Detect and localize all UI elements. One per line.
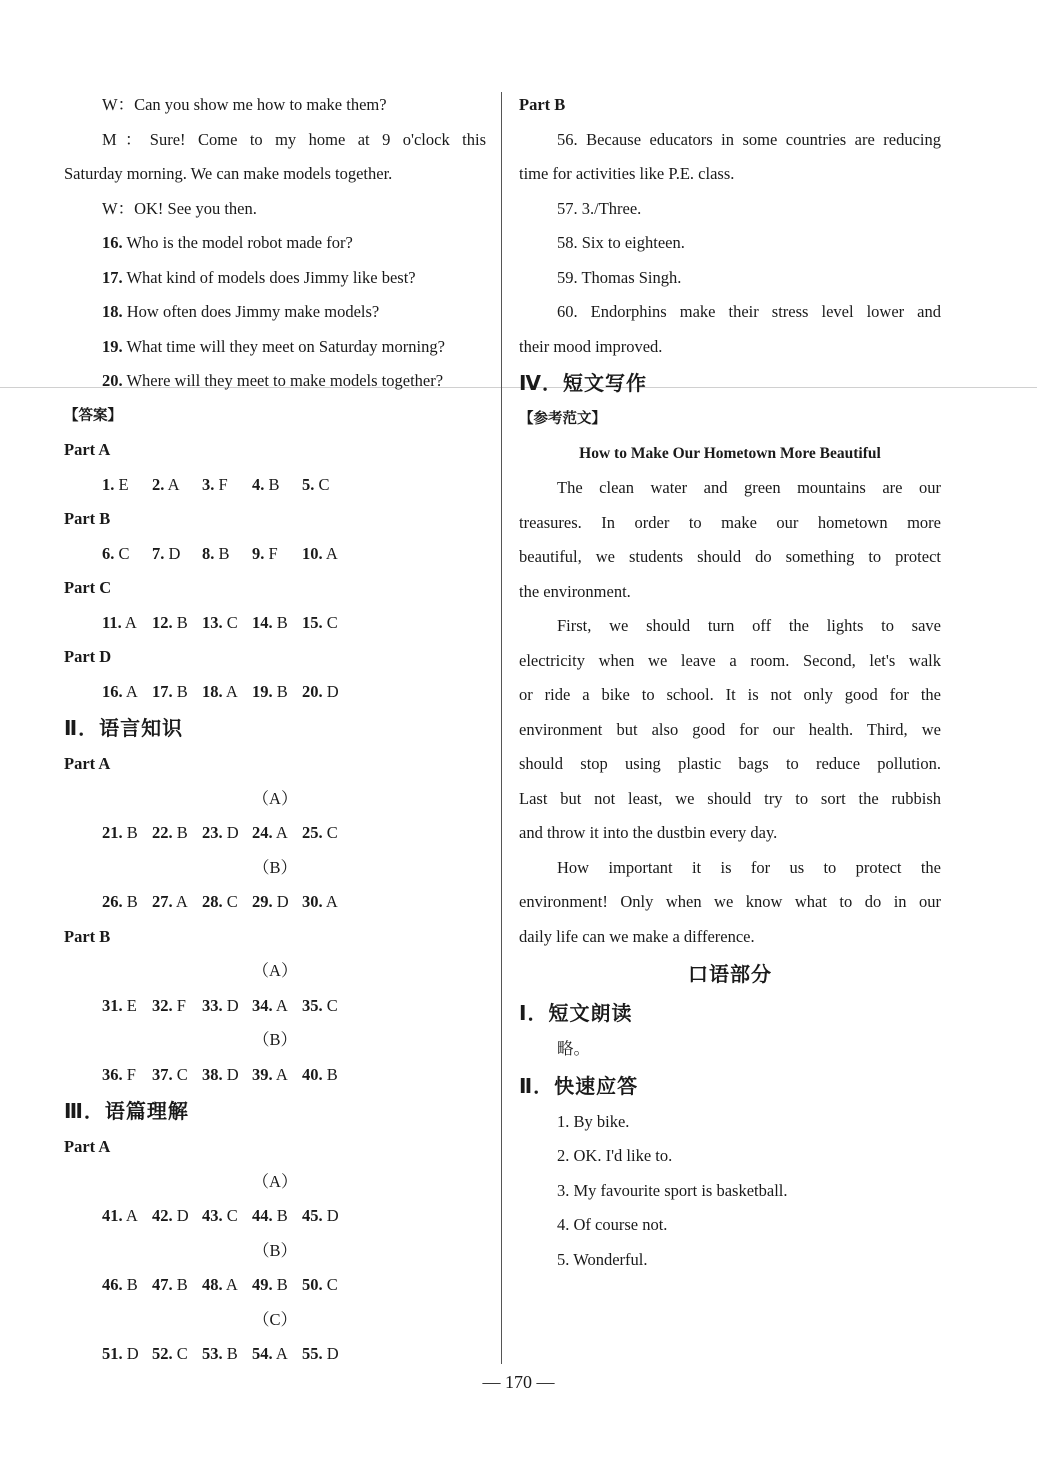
answer-item: 16. A	[102, 681, 138, 701]
answer-row	[64, 816, 486, 851]
question-16: 16. Who is the model robot made for?	[102, 233, 353, 252]
essay-line: The clean water and green mountains are our	[557, 478, 941, 497]
answer-item: 19. B	[252, 681, 288, 701]
answer-item: 34. A	[252, 995, 288, 1015]
answer-item: 49. B	[252, 1275, 288, 1294]
section-heading: Ⅰ．短文朗读	[519, 1001, 633, 1025]
group-label: （A）	[252, 788, 298, 808]
answer-item: 42. D	[152, 1206, 189, 1225]
answer-60-cont: their mood improved.	[519, 336, 663, 356]
oral-read-text: 略。	[557, 1039, 590, 1058]
right-column	[519, 88, 941, 1277]
answers-tag: 【答案】	[64, 407, 122, 424]
essay-line: First, we should turn off the lights to save	[557, 616, 941, 635]
essay-line: should stop using plastic bags to reduce pollution.	[519, 754, 941, 773]
answer-item: 29. D	[252, 892, 289, 911]
question-20: 20. Where will they meet to make models together?	[102, 371, 444, 390]
quick-answer: 3. My favourite sport is basketball.	[557, 1180, 788, 1200]
section-heading: Ⅳ．短文写作	[519, 371, 647, 395]
answer-row	[64, 1058, 486, 1093]
oral-title: 口语部分	[688, 962, 772, 986]
answer-row	[64, 885, 486, 920]
answer-row	[64, 1268, 486, 1303]
question-19: 19. What time will they meet on Saturday morning?	[102, 336, 445, 356]
question-18: 18. How often does Jimmy make models?	[102, 302, 380, 321]
answer-item: 15. C	[302, 612, 338, 632]
answer-row	[64, 989, 486, 1024]
answer-56-cont: time for activities like P.E. class.	[519, 164, 735, 183]
answer-item: 37. C	[152, 1064, 188, 1084]
part-label: Part B	[64, 926, 111, 946]
answer-item: 6. C	[102, 543, 130, 563]
question-17: 17. What kind of models does Jimmy like best?	[102, 267, 416, 287]
part-label: Part A	[64, 754, 111, 773]
answer-item: 27. A	[152, 892, 188, 911]
left-column	[64, 88, 486, 1372]
essay-line: electricity when we leave a room. Second, let's walk	[519, 650, 941, 670]
answer-item: 50. C	[302, 1275, 338, 1294]
answer-item: 25. C	[302, 823, 338, 842]
dialogue-line: Saturday morning. We can make models together.	[64, 164, 393, 183]
section-heading: Ⅲ．语篇理解	[64, 1099, 189, 1123]
answer-item: 23. D	[202, 823, 239, 842]
answer-row	[64, 537, 486, 572]
answer-item: 7. D	[152, 543, 181, 563]
dialogue-line: W：Can you show me how to make them?	[102, 95, 387, 114]
essay-line: environment! Only when we know what to do in our	[519, 892, 941, 911]
answer-item: 9. F	[252, 543, 278, 563]
answer-item: 45. D	[302, 1206, 339, 1225]
essay-line: How important it is for us to protect the	[557, 857, 941, 877]
answer-58: 58. Six to eighteen.	[557, 233, 685, 252]
answer-item: 46. B	[102, 1275, 138, 1294]
answer-59: 59. Thomas Singh.	[557, 267, 682, 287]
answer-item: 24. A	[252, 823, 288, 842]
answer-item: 26. B	[102, 892, 138, 911]
answer-item: 18. A	[202, 681, 238, 701]
answer-60: 60. Endorphins make their stress level lower and	[557, 302, 941, 321]
answer-item: 20. D	[302, 681, 339, 701]
part-label: Part B	[64, 509, 111, 528]
answer-item: 35. C	[302, 995, 338, 1015]
answer-item: 32. F	[152, 995, 186, 1015]
answer-item: 13. C	[202, 612, 238, 632]
part-label: Part D	[64, 647, 112, 666]
answer-item: 14. B	[252, 612, 288, 632]
answer-item: 4. B	[252, 474, 280, 494]
answer-item: 54. A	[252, 1344, 288, 1363]
answer-item: 11. A	[102, 612, 137, 632]
answer-row	[64, 1337, 486, 1372]
quick-answer: 2. OK. I'd like to.	[557, 1146, 673, 1165]
answer-item: 48. A	[202, 1275, 238, 1294]
essay-line: daily life can we make a difference.	[519, 926, 755, 946]
part-label: Part B	[519, 95, 566, 114]
answer-row	[64, 468, 486, 503]
answer-item: 12. B	[152, 612, 188, 632]
answer-item: 8. B	[202, 543, 230, 563]
quick-answer: 4. Of course not.	[557, 1215, 668, 1234]
section-heading: Ⅱ．快速应答	[519, 1073, 639, 1098]
page-number: — 170 —	[482, 1372, 555, 1392]
answer-item: 40. B	[302, 1064, 338, 1084]
answer-item: 22. B	[152, 823, 188, 842]
essay-line: and throw it into the dustbin every day.	[519, 823, 778, 842]
essay-line: treasures. In order to make our hometown more	[519, 512, 941, 532]
essay-line: or ride a bike to school. It is not only good for the	[519, 685, 941, 704]
answer-item: 3. F	[202, 474, 228, 494]
group-label: （B）	[252, 1240, 297, 1260]
group-label: （B）	[252, 857, 297, 877]
answer-item: 52. C	[152, 1344, 188, 1363]
answer-56: 56. Because educators in some countries are reducing	[557, 129, 941, 149]
answer-item: 1. E	[102, 474, 129, 494]
answer-item: 10. A	[302, 543, 338, 563]
group-label: （A）	[252, 961, 298, 980]
quick-answer: 5. Wonderful.	[557, 1249, 648, 1269]
essay-line: environment but also good for our health. Third, we	[519, 719, 941, 739]
group-label: （B）	[252, 1030, 297, 1049]
answer-item: 41. A	[102, 1206, 138, 1225]
sample-tag: 【参考范文】	[519, 411, 606, 427]
column-divider	[501, 92, 502, 1364]
answer-row	[64, 606, 486, 641]
part-label: Part A	[64, 1137, 111, 1156]
quick-answer: 1. By bike.	[557, 1111, 630, 1131]
part-label: Part C	[64, 578, 112, 597]
answer-item: 17. B	[152, 681, 188, 701]
group-label: （C）	[252, 1309, 297, 1329]
essay-line: beautiful, we students should do something to protect	[519, 547, 941, 566]
essay-line: Last but not least, we should try to sort the rubbish	[519, 788, 941, 808]
answer-item: 21. B	[102, 823, 138, 842]
answer-row	[64, 1199, 486, 1234]
essay-title: How to Make Our Hometown More Beautiful	[579, 444, 881, 462]
answer-item: 43. C	[202, 1206, 238, 1225]
answer-item: 55. D	[302, 1344, 339, 1363]
part-label: Part A	[64, 440, 111, 459]
answer-item: 36. F	[102, 1064, 136, 1084]
answer-item: 53. B	[202, 1344, 238, 1363]
answer-57: 57. 3./Three.	[557, 198, 642, 218]
essay-line: the environment.	[519, 581, 631, 601]
answer-row	[64, 675, 486, 710]
answer-item: 33. D	[202, 995, 239, 1015]
answer-item: 28. C	[202, 892, 238, 911]
dialogue-line: M：Sure! Come to my home at 9 o'clock this	[102, 129, 486, 149]
answer-item: 38. D	[202, 1064, 239, 1084]
answer-item: 31. E	[102, 995, 137, 1015]
answer-item: 47. B	[152, 1275, 188, 1294]
answer-item: 5. C	[302, 474, 330, 494]
answer-item: 39. A	[252, 1064, 288, 1084]
group-label: （A）	[252, 1171, 298, 1191]
answer-item: 44. B	[252, 1206, 288, 1225]
answer-item: 51. D	[102, 1344, 139, 1363]
answer-item: 2. A	[152, 474, 180, 494]
dialogue-line: W：OK! See you then.	[102, 198, 257, 218]
section-heading: Ⅱ．语言知识	[64, 716, 184, 740]
answer-item: 30. A	[302, 892, 338, 911]
